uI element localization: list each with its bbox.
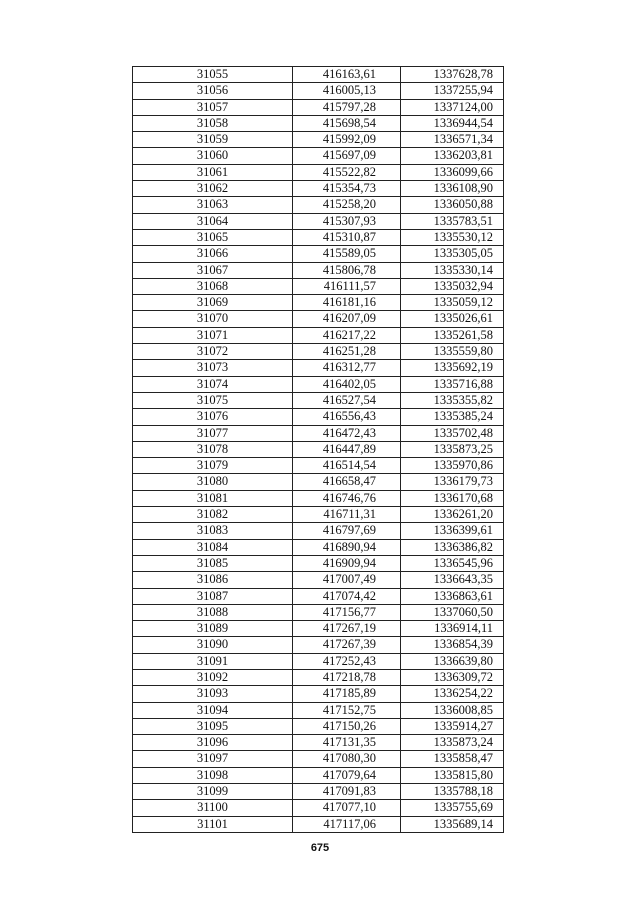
table-row xyxy=(133,669,504,685)
x-coordinate-cell: 417091,83 xyxy=(293,784,401,800)
point-number-cell: 31084 xyxy=(133,539,293,555)
table-row xyxy=(133,767,504,783)
table-row xyxy=(133,539,504,555)
x-coordinate-cell: 416909,94 xyxy=(293,555,401,571)
x-coordinate-cell: 416111,57 xyxy=(293,278,401,294)
y-coordinate-cell: 1336863,61 xyxy=(401,588,504,604)
y-coordinate-cell: 1336914,11 xyxy=(401,621,504,637)
point-number-cell: 31085 xyxy=(133,555,293,571)
x-coordinate-cell: 417007,49 xyxy=(293,572,401,588)
point-number-cell: 31096 xyxy=(133,735,293,751)
point-number-cell: 31063 xyxy=(133,197,293,213)
point-number-cell: 31077 xyxy=(133,425,293,441)
y-coordinate-cell: 1335716,88 xyxy=(401,376,504,392)
coordinates-table-body xyxy=(133,67,504,833)
table-row xyxy=(133,458,504,474)
x-coordinate-cell: 417252,43 xyxy=(293,653,401,669)
point-number-cell: 31081 xyxy=(133,490,293,506)
x-coordinate-cell: 415806,78 xyxy=(293,262,401,278)
x-coordinate-cell: 416312,77 xyxy=(293,360,401,376)
table-row xyxy=(133,604,504,620)
table-row xyxy=(133,164,504,180)
point-number-cell: 31069 xyxy=(133,295,293,311)
y-coordinate-cell: 1335755,69 xyxy=(401,800,504,816)
x-coordinate-cell: 416472,43 xyxy=(293,425,401,441)
x-coordinate-cell: 417079,64 xyxy=(293,767,401,783)
y-coordinate-cell: 1335914,27 xyxy=(401,718,504,734)
point-number-cell: 31072 xyxy=(133,344,293,360)
point-number-cell: 31091 xyxy=(133,653,293,669)
y-coordinate-cell: 1335873,24 xyxy=(401,735,504,751)
y-coordinate-cell: 1336203,81 xyxy=(401,148,504,164)
y-coordinate-cell: 1336008,85 xyxy=(401,702,504,718)
y-coordinate-cell: 1335026,61 xyxy=(401,311,504,327)
y-coordinate-cell: 1335858,47 xyxy=(401,751,504,767)
x-coordinate-cell: 416207,09 xyxy=(293,311,401,327)
table-row xyxy=(133,376,504,392)
point-number-cell: 31061 xyxy=(133,164,293,180)
table-row xyxy=(133,67,504,83)
table-row xyxy=(133,621,504,637)
table-row xyxy=(133,115,504,131)
point-number-cell: 31065 xyxy=(133,229,293,245)
point-number-cell: 31070 xyxy=(133,311,293,327)
table-row xyxy=(133,800,504,816)
table-row xyxy=(133,148,504,164)
table-row xyxy=(133,262,504,278)
x-coordinate-cell: 415310,87 xyxy=(293,229,401,245)
y-coordinate-cell: 1335355,82 xyxy=(401,392,504,408)
table-row xyxy=(133,784,504,800)
y-coordinate-cell: 1337255,94 xyxy=(401,83,504,99)
x-coordinate-cell: 416402,05 xyxy=(293,376,401,392)
y-coordinate-cell: 1335702,48 xyxy=(401,425,504,441)
x-coordinate-cell: 416556,43 xyxy=(293,409,401,425)
table-row xyxy=(133,425,504,441)
table-row xyxy=(133,637,504,653)
x-coordinate-cell: 416711,31 xyxy=(293,507,401,523)
point-number-cell: 31088 xyxy=(133,604,293,620)
x-coordinate-cell: 417156,77 xyxy=(293,604,401,620)
x-coordinate-cell: 417117,06 xyxy=(293,816,401,832)
table-row xyxy=(133,181,504,197)
point-number-cell: 31074 xyxy=(133,376,293,392)
point-number-cell: 31056 xyxy=(133,83,293,99)
x-coordinate-cell: 415797,28 xyxy=(293,99,401,115)
y-coordinate-cell: 1335530,12 xyxy=(401,229,504,245)
point-number-cell: 31075 xyxy=(133,392,293,408)
x-coordinate-cell: 416797,69 xyxy=(293,523,401,539)
table-row xyxy=(133,686,504,702)
point-number-cell: 31057 xyxy=(133,99,293,115)
x-coordinate-cell: 417185,89 xyxy=(293,686,401,702)
y-coordinate-cell: 1336309,72 xyxy=(401,669,504,685)
x-coordinate-cell: 416527,54 xyxy=(293,392,401,408)
table-row xyxy=(133,344,504,360)
y-coordinate-cell: 1336571,34 xyxy=(401,132,504,148)
x-coordinate-cell: 417267,19 xyxy=(293,621,401,637)
point-number-cell: 31090 xyxy=(133,637,293,653)
point-number-cell: 31100 xyxy=(133,800,293,816)
x-coordinate-cell: 416746,76 xyxy=(293,490,401,506)
x-coordinate-cell: 417267,39 xyxy=(293,637,401,653)
x-coordinate-cell: 415697,09 xyxy=(293,148,401,164)
x-coordinate-cell: 416005,13 xyxy=(293,83,401,99)
point-number-cell: 31095 xyxy=(133,718,293,734)
y-coordinate-cell: 1335873,25 xyxy=(401,441,504,457)
table-row xyxy=(133,735,504,751)
point-number-cell: 31062 xyxy=(133,181,293,197)
x-coordinate-cell: 417080,30 xyxy=(293,751,401,767)
table-row xyxy=(133,474,504,490)
x-coordinate-cell: 416163,61 xyxy=(293,67,401,83)
y-coordinate-cell: 1336170,68 xyxy=(401,490,504,506)
x-coordinate-cell: 415698,54 xyxy=(293,115,401,131)
y-coordinate-cell: 1336261,20 xyxy=(401,507,504,523)
point-number-cell: 31094 xyxy=(133,702,293,718)
y-coordinate-cell: 1336254,22 xyxy=(401,686,504,702)
table-row xyxy=(133,213,504,229)
table-row xyxy=(133,572,504,588)
point-number-cell: 31097 xyxy=(133,751,293,767)
y-coordinate-cell: 1335059,12 xyxy=(401,295,504,311)
point-number-cell: 31092 xyxy=(133,669,293,685)
point-number-cell: 31101 xyxy=(133,816,293,832)
y-coordinate-cell: 1336545,96 xyxy=(401,555,504,571)
y-coordinate-cell: 1336854,39 xyxy=(401,637,504,653)
y-coordinate-cell: 1336108,90 xyxy=(401,181,504,197)
x-coordinate-cell: 416447,89 xyxy=(293,441,401,457)
y-coordinate-cell: 1335788,18 xyxy=(401,784,504,800)
table-row xyxy=(133,507,504,523)
x-coordinate-cell: 417152,75 xyxy=(293,702,401,718)
point-number-cell: 31086 xyxy=(133,572,293,588)
y-coordinate-cell: 1336386,82 xyxy=(401,539,504,555)
point-number-cell: 31058 xyxy=(133,115,293,131)
y-coordinate-cell: 1336643,35 xyxy=(401,572,504,588)
point-number-cell: 31076 xyxy=(133,409,293,425)
table-row xyxy=(133,409,504,425)
x-coordinate-cell: 415354,73 xyxy=(293,181,401,197)
point-number-cell: 31082 xyxy=(133,507,293,523)
point-number-cell: 31073 xyxy=(133,360,293,376)
coordinates-table xyxy=(132,66,504,833)
x-coordinate-cell: 417077,10 xyxy=(293,800,401,816)
table-row xyxy=(133,588,504,604)
y-coordinate-cell: 1335970,86 xyxy=(401,458,504,474)
point-number-cell: 31083 xyxy=(133,523,293,539)
point-number-cell: 31060 xyxy=(133,148,293,164)
table-row xyxy=(133,278,504,294)
point-number-cell: 31078 xyxy=(133,441,293,457)
table-row xyxy=(133,523,504,539)
point-number-cell: 31055 xyxy=(133,67,293,83)
y-coordinate-cell: 1335815,80 xyxy=(401,767,504,783)
x-coordinate-cell: 416514,54 xyxy=(293,458,401,474)
y-coordinate-cell: 1335689,14 xyxy=(401,816,504,832)
table-row xyxy=(133,295,504,311)
table-row xyxy=(133,490,504,506)
y-coordinate-cell: 1335692,19 xyxy=(401,360,504,376)
point-number-cell: 31079 xyxy=(133,458,293,474)
point-number-cell: 31067 xyxy=(133,262,293,278)
point-number-cell: 31098 xyxy=(133,767,293,783)
point-number-cell: 31071 xyxy=(133,327,293,343)
y-coordinate-cell: 1336099,66 xyxy=(401,164,504,180)
y-coordinate-cell: 1337124,00 xyxy=(401,99,504,115)
table-row xyxy=(133,816,504,832)
x-coordinate-cell: 416658,47 xyxy=(293,474,401,490)
x-coordinate-cell: 415307,93 xyxy=(293,213,401,229)
point-number-cell: 31066 xyxy=(133,246,293,262)
y-coordinate-cell: 1336179,73 xyxy=(401,474,504,490)
table-row xyxy=(133,392,504,408)
y-coordinate-cell: 1335385,24 xyxy=(401,409,504,425)
y-coordinate-cell: 1336639,80 xyxy=(401,653,504,669)
x-coordinate-cell: 415589,05 xyxy=(293,246,401,262)
y-coordinate-cell: 1335783,51 xyxy=(401,213,504,229)
page-number: 675 xyxy=(310,842,330,854)
point-number-cell: 31093 xyxy=(133,686,293,702)
y-coordinate-cell: 1335330,14 xyxy=(401,262,504,278)
point-number-cell: 31087 xyxy=(133,588,293,604)
x-coordinate-cell: 417131,35 xyxy=(293,735,401,751)
y-coordinate-cell: 1337060,50 xyxy=(401,604,504,620)
point-number-cell: 31064 xyxy=(133,213,293,229)
table-row xyxy=(133,702,504,718)
table-row xyxy=(133,197,504,213)
y-coordinate-cell: 1336050,88 xyxy=(401,197,504,213)
y-coordinate-cell: 1335261,58 xyxy=(401,327,504,343)
table-row xyxy=(133,653,504,669)
x-coordinate-cell: 417074,42 xyxy=(293,588,401,604)
y-coordinate-cell: 1335559,80 xyxy=(401,344,504,360)
y-coordinate-cell: 1337628,78 xyxy=(401,67,504,83)
table-row xyxy=(133,246,504,262)
table-row xyxy=(133,99,504,115)
table-row xyxy=(133,132,504,148)
y-coordinate-cell: 1336944,54 xyxy=(401,115,504,131)
table-row xyxy=(133,229,504,245)
x-coordinate-cell: 417218,78 xyxy=(293,669,401,685)
x-coordinate-cell: 416217,22 xyxy=(293,327,401,343)
table-row xyxy=(133,360,504,376)
x-coordinate-cell: 416890,94 xyxy=(293,539,401,555)
table-row xyxy=(133,441,504,457)
y-coordinate-cell: 1336399,61 xyxy=(401,523,504,539)
x-coordinate-cell: 416251,28 xyxy=(293,344,401,360)
x-coordinate-cell: 416181,16 xyxy=(293,295,401,311)
y-coordinate-cell: 1335305,05 xyxy=(401,246,504,262)
point-number-cell: 31068 xyxy=(133,278,293,294)
point-number-cell: 31099 xyxy=(133,784,293,800)
x-coordinate-cell: 415258,20 xyxy=(293,197,401,213)
table-row xyxy=(133,327,504,343)
x-coordinate-cell: 417150,26 xyxy=(293,718,401,734)
table-row xyxy=(133,83,504,99)
point-number-cell: 31059 xyxy=(133,132,293,148)
point-number-cell: 31089 xyxy=(133,621,293,637)
table-row xyxy=(133,718,504,734)
point-number-cell: 31080 xyxy=(133,474,293,490)
table-row xyxy=(133,751,504,767)
x-coordinate-cell: 415522,82 xyxy=(293,164,401,180)
y-coordinate-cell: 1335032,94 xyxy=(401,278,504,294)
x-coordinate-cell: 415992,09 xyxy=(293,132,401,148)
table-row xyxy=(133,311,504,327)
table-row xyxy=(133,555,504,571)
